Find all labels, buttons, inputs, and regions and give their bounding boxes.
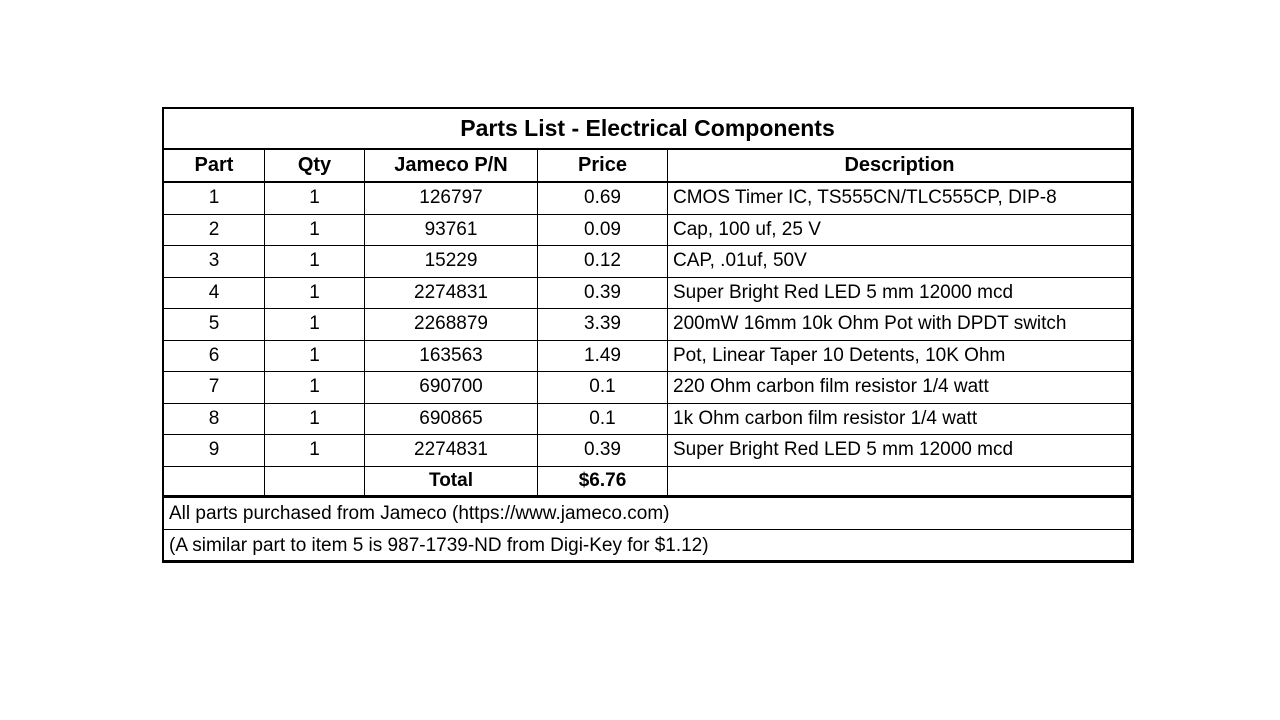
total-value: $6.76 (538, 467, 668, 496)
cell-part-number: 126797 (365, 183, 538, 214)
cell-price: 0.39 (538, 435, 668, 466)
cell-qty: 1 (265, 183, 365, 214)
cell-qty: 1 (265, 341, 365, 372)
table-title-row (164, 109, 1131, 150)
cell-price: 0.1 (538, 404, 668, 435)
header-part-number: Jameco P/N (365, 150, 538, 181)
cell-qty: 1 (265, 435, 365, 466)
cell-qty: 1 (265, 246, 365, 277)
cell-part: 3 (164, 246, 265, 277)
cell-part-number: 2268879 (365, 309, 538, 340)
cell-price: 1.49 (538, 341, 668, 372)
cell-empty (668, 467, 1131, 496)
table-row (164, 278, 1131, 310)
table-row (164, 404, 1131, 436)
cell-description: Cap, 100 uf, 25 V (673, 218, 821, 240)
table-row (164, 309, 1131, 341)
cell-empty (265, 467, 365, 496)
table-row (164, 246, 1131, 278)
header-description: Description (844, 154, 955, 176)
cell-qty: 1 (265, 372, 365, 403)
cell-description: 1k Ohm carbon film resistor 1/4 watt (673, 407, 978, 429)
cell-part: 7 (164, 372, 265, 403)
total-label: Total (365, 467, 538, 496)
cell-price: 0.09 (538, 215, 668, 246)
cell-part: 6 (164, 341, 265, 372)
table-row (164, 372, 1131, 404)
cell-price: 0.12 (538, 246, 668, 277)
cell-description: Pot, Linear Taper 10 Detents, 10K Ohm (673, 344, 1006, 366)
note-row (164, 498, 1131, 530)
cell-part: 5 (164, 309, 265, 340)
cell-qty: 1 (265, 404, 365, 435)
cell-price: 0.1 (538, 372, 668, 403)
table-row (164, 435, 1131, 467)
cell-part-number: 690700 (365, 372, 538, 403)
cell-part-number: 2274831 (365, 435, 538, 466)
table-row (164, 215, 1131, 247)
cell-part: 9 (164, 435, 265, 466)
cell-description: CMOS Timer IC, TS555CN/TLC555CP, DIP-8 (673, 187, 1057, 209)
parts-list-table (162, 107, 1134, 563)
cell-part-number: 163563 (365, 341, 538, 372)
cell-qty: 1 (265, 309, 365, 340)
cell-part-number: 690865 (365, 404, 538, 435)
cell-description: Super Bright Red LED 5 mm 12000 mcd (673, 439, 1014, 461)
cell-part-number: 2274831 (365, 278, 538, 309)
cell-part-number: 15229 (365, 246, 538, 277)
table-header-row (164, 150, 1131, 183)
header-qty: Qty (265, 150, 365, 181)
note-similar-part: (A similar part to item 5 is 987-1739-ND from Digi-Key for $1.12) (169, 535, 709, 556)
cell-price: 0.39 (538, 278, 668, 309)
cell-qty: 1 (265, 215, 365, 246)
header-part: Part (164, 150, 265, 181)
cell-empty (164, 467, 265, 496)
table-row (164, 183, 1131, 215)
cell-part-number: 93761 (365, 215, 538, 246)
note-row (164, 530, 1131, 562)
cell-part: 2 (164, 215, 265, 246)
header-price: Price (538, 150, 668, 181)
cell-price: 3.39 (538, 309, 668, 340)
cell-description: 220 Ohm carbon film resistor 1/4 watt (673, 376, 989, 398)
cell-description: CAP, .01uf, 50V (673, 250, 807, 272)
cell-description: Super Bright Red LED 5 mm 12000 mcd (673, 281, 1014, 303)
cell-part: 8 (164, 404, 265, 435)
table-title: Parts List - Electrical Components (460, 115, 835, 141)
cell-part: 4 (164, 278, 265, 309)
cell-part: 1 (164, 183, 265, 214)
table-row (164, 341, 1131, 373)
cell-qty: 1 (265, 278, 365, 309)
total-row (164, 467, 1131, 499)
cell-description: 200mW 16mm 10k Ohm Pot with DPDT switch (673, 313, 1067, 335)
note-purchase-source: All parts purchased from Jameco (https://www.jameco.com) (169, 502, 670, 524)
cell-price: 0.69 (538, 183, 668, 214)
